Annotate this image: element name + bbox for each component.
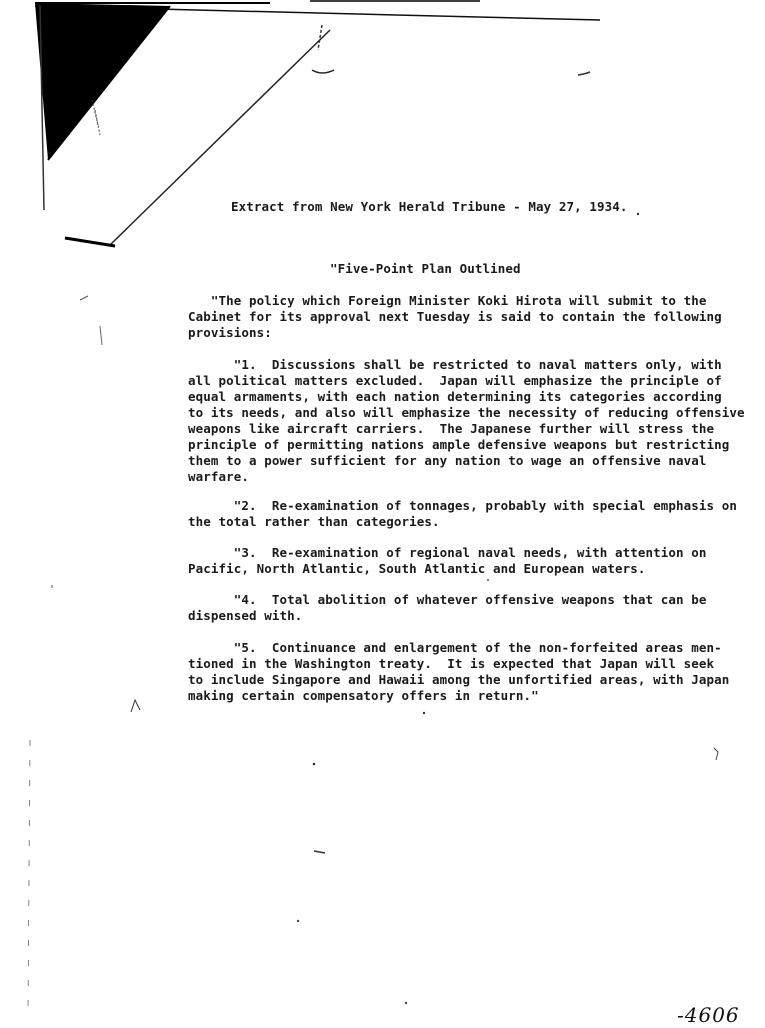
section-title: "Five-Point Plan Outlined <box>330 261 521 276</box>
point-1-paragraph: "1. Discussions shall be restricted to naval matters only, with all political matters excluded. Japan will emphasize the principle of equal armaments, with each nation determining its categories according to its needs, and also will emphasize the necessity of reducing offensive weapons like aircraft carriers. The Japanese further will stress the principle of permitting nations ample defensive weapons but restricting them to a power sufficient for any nation to wage an offensive naval warfare. <box>188 357 745 484</box>
document-heading: Extract from New York Herald Tribune - May 27, 1934. <box>231 199 628 214</box>
point-3-paragraph: "3. Re-examination of regional naval needs, with attention on Pacific, North Atlantic, South Atlantic and European waters. <box>188 545 707 576</box>
intro-paragraph: "The policy which Foreign Minister Koki Hirota will submit to the Cabinet for its approval next Tuesday is said to contain the following provisions: <box>188 293 722 340</box>
point-4-paragraph: "4. Total abolition of whatever offensive weapons that can be dispensed with. <box>188 592 707 623</box>
page-number: -4606 <box>677 1003 740 1027</box>
point-5-paragraph: "5. Continuance and enlargement of the non-forfeited areas men- tioned in the Washington treaty. It is expected that Japan will seek to include Singapore and Hawaii among the unfortified areas, with Japan making certain compensatory offers in return." <box>188 640 730 703</box>
point-2-paragraph: "2. Re-examination of tonnages, probably with special emphasis on the total rather than categories. <box>188 498 738 529</box>
